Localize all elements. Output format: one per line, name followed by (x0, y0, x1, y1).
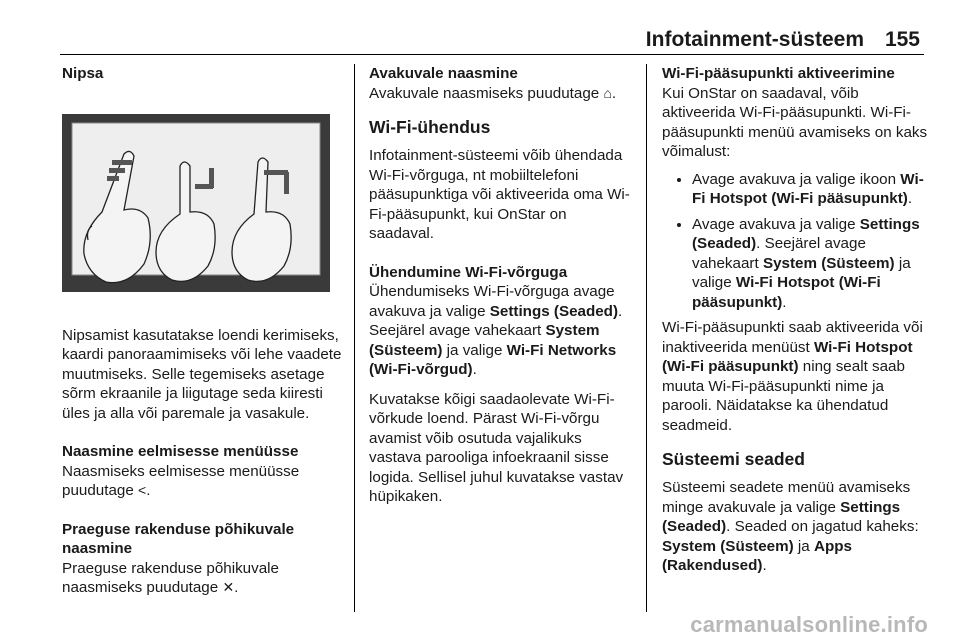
heading-wifi: Wi-Fi-ühendus (369, 117, 491, 137)
header-rule (60, 54, 924, 55)
main-display-text: Praeguse rakenduse põhikuvale naasmiseks puudutage ✕. (62, 559, 279, 596)
swipe-gesture-illustration (62, 114, 330, 292)
close-icon: ✕ (222, 579, 235, 595)
connect-text: Ühendumiseks Wi-Fi-võrguga avage avakuva ja valige Settings (Seaded). Seejärel avage vahekaart System (Süsteem) ja valige Wi-Fi Networks (Wi-Fi-võrgud). (369, 283, 623, 378)
hotspot-intro: Kui OnStar on saadaval, võib aktiveerida Wi-Fi-pääsupunkti. Wi-Fi-pääsupunkti menüü avamiseks on kaks võimalust: (662, 84, 928, 160)
page-number: 155 (884, 28, 920, 51)
swipe-text: Nipsamist kasutatakse loendi kerimiseks, kaardi panoraamimiseks või lehe vaadete muutmiseks. Selle tegemiseks asetage sõrm ekraanile ja liigutage seda kiiresti üles ja alla või paremale ja vasakule. (62, 326, 342, 422)
heading-prev-menu: Naasmine eelmisesse menüüsse (62, 443, 299, 460)
home-icon: ⌂ (603, 84, 612, 101)
home-text: Avakuvale naasmiseks puudutage ⌂. (369, 84, 617, 102)
watermark: carmanualsonline.info (690, 612, 928, 637)
column-divider-1 (354, 64, 355, 612)
header-title: Infotainment-süsteem (645, 28, 864, 51)
column-3 (662, 64, 928, 576)
heading-main-display: Praeguse rakenduse põhikuvale naasmine (62, 520, 295, 557)
heading-connect: Ühendumine Wi-Fi-võrguga (369, 263, 568, 281)
page-header (0, 0, 960, 56)
heading-hotspot: Wi-Fi-pääsupunkti aktiveerimine (662, 65, 895, 82)
column-divider-2 (646, 64, 647, 612)
heading-home: Avakuvale naasmine (369, 65, 518, 82)
column-2 (369, 64, 633, 507)
list-item: • Avage avakuva ja valige Settings (Seaded). Seejärel avage vahekaart System (Süsteem) ja valige Wi-Fi Hotspot (Wi-Fi pääsupunkt). (692, 215, 928, 313)
prev-menu-text: Naasmiseks eelmisesse menüüsse puudutage <. (62, 462, 300, 499)
system-settings-text: Süsteemi seadete menüü avamiseks minge avakuvale ja valige Settings (Seaded). Seaded on jagatud kaheks: System (Süsteem) ja Apps (Rakendused). (662, 479, 919, 574)
back-icon: < (138, 482, 147, 498)
hotspot-options-list (662, 170, 928, 313)
column-1 (62, 64, 344, 598)
list-item: • Avage avakuva ja valige ikoon Wi-Fi Hotspot (Wi-Fi pääsupunkt). (692, 170, 928, 209)
hotspot-toggle-text: Wi-Fi-pääsupunkti saab aktiveerida või inaktiveerida menüüst Wi-Fi Hotspot (Wi-Fi pääsupunkt) ning sealt saab muuta Wi-Fi-pääsupunkti nime ja parooli. Näidatakse ka ühendatud seadmeid. (662, 319, 923, 434)
wifi-text: Infotainment-süsteemi võib ühendada Wi-Fi-võrguga, nt mobiiltelefoni pääsupunktiga või aktiveerida oma Wi-Fi-pääsupunkt, kui OnStar on saadaval. (369, 147, 630, 242)
heading-system-settings: Süsteemi seaded (662, 449, 805, 469)
heading-swipe: Nipsa (62, 65, 104, 82)
networks-text: Kuvatakse kõigi saadaolevate Wi-Fi-võrkude loend. Pärast Wi-Fi-võrgu avamist võib osutuda vajalikuks vastava parooliga infoekraanil sisse logida. Sellisel juhul kuvatakse vastav hüpikaken. (369, 390, 624, 505)
